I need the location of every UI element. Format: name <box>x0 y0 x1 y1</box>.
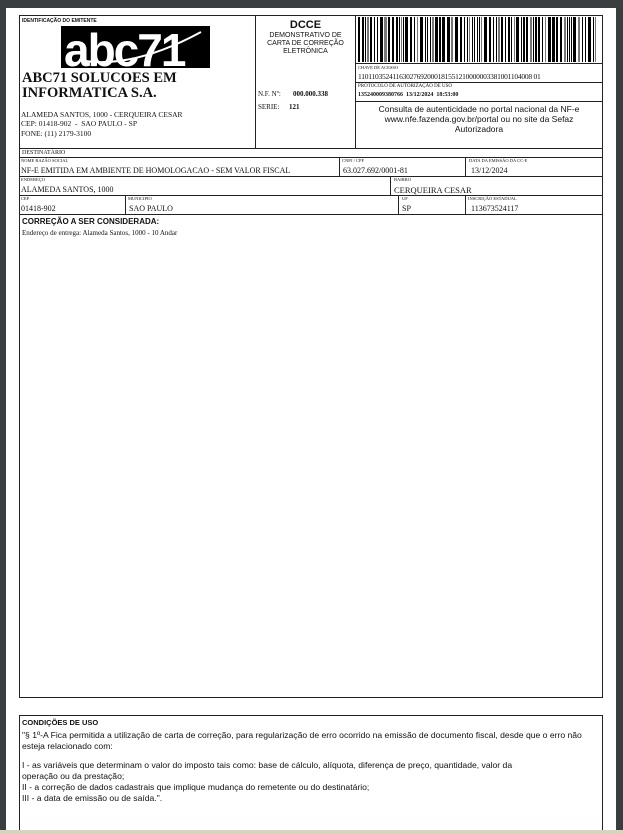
chave-acesso-box <box>355 63 603 83</box>
barcode-bar <box>585 17 586 62</box>
condicoes-box <box>19 715 603 834</box>
barcode-bar <box>474 17 475 62</box>
barcode-bar <box>548 17 551 62</box>
cnpj-field <box>339 157 466 177</box>
barcode-bar <box>535 17 537 62</box>
barcode-bar <box>538 17 540 62</box>
condicoes-paragraph-1: "§ 1º-A Fica permitida a utilização de carta de correção, para regularização de erro ocorrido na emissão de documento fiscal, desde que o erro não esteja relacionado com: <box>22 730 582 751</box>
barcode-bar <box>582 17 583 62</box>
correcao-box <box>19 214 603 698</box>
barcode-bar <box>514 17 515 62</box>
cnpj-label: CNPJ / CPF <box>342 158 365 163</box>
barcode-bar <box>439 17 441 62</box>
barcode-bar <box>552 17 555 62</box>
nf-number-value: 000.000.338 <box>293 90 328 98</box>
barcode-bar <box>405 17 408 62</box>
bairro-value: CERQUEIRA CESAR <box>394 185 472 195</box>
barcode-bar <box>388 17 390 62</box>
serie-label: SERIE: <box>258 103 280 111</box>
barcode-bar <box>467 17 468 62</box>
dcce-box <box>255 15 356 149</box>
barcode-bar <box>396 17 398 62</box>
barcode-bar <box>374 17 375 62</box>
barcode-bar <box>560 17 562 62</box>
barcode-bar <box>578 17 580 62</box>
barcode-bar <box>472 17 473 62</box>
barcode-bar <box>545 17 546 62</box>
protocolo-box <box>355 82 603 102</box>
barcode-bar <box>464 17 465 62</box>
consulta-text: Consulta de autenticidade no portal nacional da NF-e www.nfe.fazenda.gov.br/portal ou no site da Sefaz Autorizadora <box>378 104 580 134</box>
barcode-bar <box>384 17 387 62</box>
condicoes-label: CONDIÇÕES DE USO <box>22 718 99 727</box>
nome-value: NF-E EMITIDA EM AMBIENTE DE HOMOLOGACAO - SEM VALOR FISCAL <box>21 166 291 175</box>
barcode-bar <box>498 17 500 62</box>
barcode-bar <box>484 17 487 62</box>
endereco-field <box>19 176 391 196</box>
barcode <box>358 17 600 62</box>
barcode-bar <box>511 17 512 62</box>
barcode-bar <box>556 17 558 62</box>
emitente-address-line1: ALAMEDA SANTOS, 1000 - CERQUEIRA CESAR <box>21 110 183 119</box>
viewer-bottom-strip <box>0 830 623 834</box>
barcode-bar <box>414 17 415 62</box>
barcode-bar <box>505 17 506 62</box>
nome-field <box>19 157 340 177</box>
nf-number-label: N.F. Nº: <box>258 90 281 98</box>
bairro-label: BAIRRO <box>394 177 412 182</box>
logo-graphic <box>61 26 210 68</box>
municipio-label: MUNICIPIO <box>128 196 152 201</box>
barcode-bar <box>367 17 369 62</box>
dcce-title: DCCE <box>289 19 322 31</box>
uf-value: SP <box>402 204 411 213</box>
barcode-bar <box>595 17 596 62</box>
barcode-bar <box>521 17 522 62</box>
uf-field <box>398 195 466 215</box>
endereco-value: ALAMEDA SANTOS, 1000 <box>21 185 114 194</box>
barcode-bar <box>451 17 453 62</box>
cnpj-value: 63.027.692/0001-81 <box>343 166 408 175</box>
barcode-bar <box>377 17 378 62</box>
barcode-bar <box>567 17 568 62</box>
barcode-box <box>355 15 603 64</box>
protocolo-value: 135240009380766 13/12/2024 18:53:00 <box>358 92 459 98</box>
barcode-bar <box>392 17 394 62</box>
uf-label: UF <box>402 196 408 201</box>
barcode-bar <box>442 17 445 62</box>
barcode-bar <box>526 17 528 62</box>
document-page <box>6 8 616 834</box>
barcode-bar <box>571 17 572 62</box>
data-emissao-label: DATA DA EMISSÃO DA CC-E <box>469 158 528 163</box>
barcode-bar <box>489 17 491 62</box>
condicoes-item-1: I - as variáveis que determinam o valor do imposto tais como: base de cálculo, alíquota, diferença de preço, quantidade, valor da operação ou da prestação; <box>22 760 513 781</box>
data-emissao-value: 13/12/2024 <box>471 166 508 175</box>
cep-label: CEP <box>21 196 30 201</box>
barcode-bar <box>401 17 402 62</box>
emitente-phone: FONE: (11) 2179-3100 <box>21 129 92 138</box>
barcode-bar <box>573 17 576 62</box>
barcode-bar <box>410 17 412 62</box>
inscricao-estadual-label: INSCRIÇÃO ESTADUAL <box>468 196 517 201</box>
viewer-top-bar <box>0 0 623 8</box>
barcode-bar <box>399 17 400 62</box>
condicoes-item-2: II - a correção de dados cadastrais que implique mudança do remetente ou do destinatário; <box>22 782 370 792</box>
barcode-bar <box>508 17 510 62</box>
barcode-bar <box>496 17 497 62</box>
barcode-bar <box>403 17 404 62</box>
barcode-bar <box>501 17 503 62</box>
barcode-bar <box>542 17 543 62</box>
barcode-bar <box>362 17 364 62</box>
barcode-bar <box>569 17 570 62</box>
serie-value: 121 <box>289 103 300 111</box>
inscricao-estadual-field <box>465 195 603 215</box>
barcode-bar <box>523 17 525 62</box>
barcode-bar <box>460 17 462 62</box>
barcode-bar <box>380 17 383 62</box>
barcode-bar <box>533 17 534 62</box>
barcode-bar <box>370 17 372 62</box>
barcode-bar <box>358 17 360 62</box>
barcode-bar <box>593 17 594 62</box>
endereco-label: ENDEREÇO <box>21 177 45 182</box>
barcode-bar <box>417 17 418 62</box>
municipio-field <box>125 195 399 215</box>
cep-value: 01418-902 <box>21 204 56 213</box>
chave-acesso-label: CHAVE DE ACESSO <box>358 65 399 70</box>
data-emissao-field <box>465 157 603 177</box>
barcode-bar <box>365 17 366 62</box>
cep-field <box>19 195 126 215</box>
barcode-bar <box>430 17 431 62</box>
dcce-subtitle: DEMONSTRATIVO DE CARTA DE CORREÇÃO ELETRÔNICA <box>267 32 344 55</box>
company-name: ABC71 SOLUCOES EM INFORMATICA S.A. <box>22 70 177 101</box>
chave-acesso-value: 11011035241163027692000181551210000003381001104008 01 <box>358 72 541 81</box>
barcode-bar <box>469 17 470 62</box>
barcode-bar <box>427 17 428 62</box>
emitente-address-line2: CEP: 01418-902 - SAO PAULO - SP <box>21 119 137 128</box>
barcode-bar <box>493 17 494 62</box>
municipio-value: SAO PAULO <box>129 204 173 213</box>
barcode-bar <box>447 17 450 62</box>
barcode-bar <box>477 17 478 62</box>
barcode-bar <box>481 17 482 62</box>
barcode-bar <box>420 17 423 62</box>
bairro-field <box>390 176 603 196</box>
consulta-box <box>355 101 603 149</box>
barcode-bar <box>479 17 480 62</box>
correcao-text: Endereço de entrega: Alameda Santos, 1000 - 10 Andar <box>22 229 178 237</box>
nome-label: NOME RAZÃO SOCIAL <box>21 158 69 163</box>
company-logo <box>61 26 210 68</box>
barcode-bar <box>530 17 532 62</box>
protocolo-label: PROTOCOLO DE AUTORIZAÇÃO DE USO <box>358 84 452 89</box>
inscricao-estadual-value: 113673524117 <box>471 204 519 213</box>
barcode-bar <box>455 17 458 62</box>
barcode-bar <box>435 17 438 62</box>
barcode-bar <box>432 17 434 62</box>
barcode-bar <box>564 17 566 62</box>
barcode-bar <box>588 17 591 62</box>
condicoes-item-3: III - a data de emissão ou de saída.". <box>22 793 163 803</box>
barcode-bar <box>425 17 426 62</box>
emitente-section-label: IDENTIFICAÇÃO DO EMITENTE <box>22 18 97 24</box>
correcao-label: CORREÇÃO A SER CONSIDERADA: <box>22 217 160 226</box>
destinatario-section-label: DESTINATÁRIO <box>22 150 66 156</box>
svg-text:abc71: abc71 <box>64 26 185 68</box>
barcode-bar <box>516 17 519 62</box>
emitente-box <box>19 15 256 149</box>
